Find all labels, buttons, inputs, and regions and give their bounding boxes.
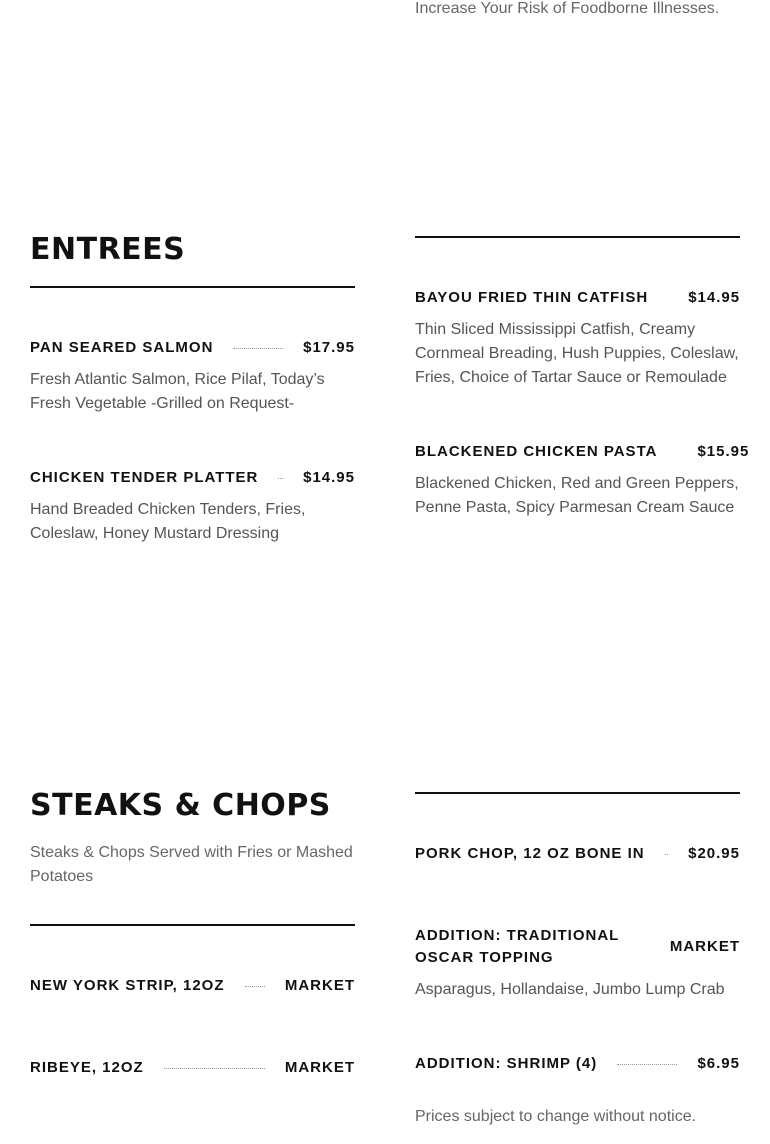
menu-item-description: Hand Breaded Chicken Tenders, Fries, Coleslaw, Honey Mustard Dressing xyxy=(30,501,306,542)
menu-item-new-york-strip xyxy=(30,975,355,997)
menu-item-pan-seared-salmon xyxy=(30,337,355,416)
menu-item-name: ADDITION: TRADITIONAL OSCAR TOPPING xyxy=(415,927,620,966)
dotted-leader xyxy=(233,348,283,349)
menu-item-price: MARKET xyxy=(284,977,355,994)
entrees-divider-right xyxy=(415,236,740,238)
menu-item-price: $20.95 xyxy=(688,845,740,862)
entrees-divider-left xyxy=(30,286,355,288)
menu-item-description: Asparagus, Hollandaise, Jumbo Lump Crab xyxy=(415,981,725,998)
menu-item-name: NEW YORK STRIP, 12OZ xyxy=(30,977,225,994)
menu-item-description: Fresh Atlantic Salmon, Rice Pilaf, Today’s Fresh Vegetable -Grilled on Request- xyxy=(30,371,325,412)
menu-item-price: MARKET xyxy=(669,938,740,955)
menu-item-name: CHICKEN TENDER PLATTER xyxy=(30,469,259,486)
menu-item-description: Blackened Chicken, Red and Green Peppers, Penne Pasta, Spicy Parmesan Cream Sauce xyxy=(415,475,739,516)
menu-item-name: BLACKENED CHICKEN PASTA xyxy=(415,443,658,460)
menu-item-price: $14.95 xyxy=(688,289,741,306)
menu-item-price: $17.95 xyxy=(303,339,355,356)
steaks-section-title: STEAKS & CHOPS xyxy=(30,788,331,823)
menu-item-chicken-tender-platter xyxy=(30,467,355,546)
price-change-note: Prices subject to change without notice. xyxy=(415,1108,697,1125)
menu-item-name: ADDITION: SHRIMP (4) xyxy=(415,1055,598,1072)
dotted-leader xyxy=(617,1064,677,1065)
menu-item-name: PAN SEARED SALMON xyxy=(30,339,214,356)
menu-item-oscar-topping xyxy=(415,925,740,1002)
menu-item-name: RIBEYE, 12OZ xyxy=(30,1059,144,1076)
menu-item-name: PORK CHOP, 12 OZ BONE IN xyxy=(415,845,645,862)
menu-item-blackened-chicken-pasta xyxy=(415,441,750,520)
menu-item-name: BAYOU FRIED THIN CATFISH xyxy=(415,289,649,306)
menu-item-ribeye xyxy=(30,1057,355,1079)
entrees-section-title: ENTREES xyxy=(30,232,186,267)
steaks-section-subtitle: Steaks & Chops Served with Fries or Mashed Potatoes xyxy=(30,844,353,885)
menu-item-bayou-fried-thin-catfish xyxy=(415,287,740,390)
dotted-leader xyxy=(245,986,265,987)
dotted-leader xyxy=(665,854,669,855)
dotted-leader xyxy=(164,1068,265,1069)
dotted-leader xyxy=(640,947,650,948)
menu-item-price: $15.95 xyxy=(697,443,750,460)
menu-item-pork-chop xyxy=(415,843,740,865)
menu-item-price: MARKET xyxy=(284,1059,355,1076)
food-safety-note: Increase Your Risk of Foodborne Illnesses. xyxy=(415,0,720,17)
menu-item-description: Thin Sliced Mississippi Catfish, Creamy Cornmeal Breading, Hush Puppies, Coleslaw, Fries, Choice of Tartar Sauce or Remoulade xyxy=(415,321,739,386)
dotted-leader xyxy=(278,478,283,479)
menu-item-price: $6.95 xyxy=(697,1055,740,1072)
menu-item-shrimp-addition xyxy=(415,1053,740,1075)
steaks-divider-left xyxy=(30,924,355,926)
menu-item-price: $14.95 xyxy=(303,469,355,486)
steaks-divider-right xyxy=(415,792,740,794)
